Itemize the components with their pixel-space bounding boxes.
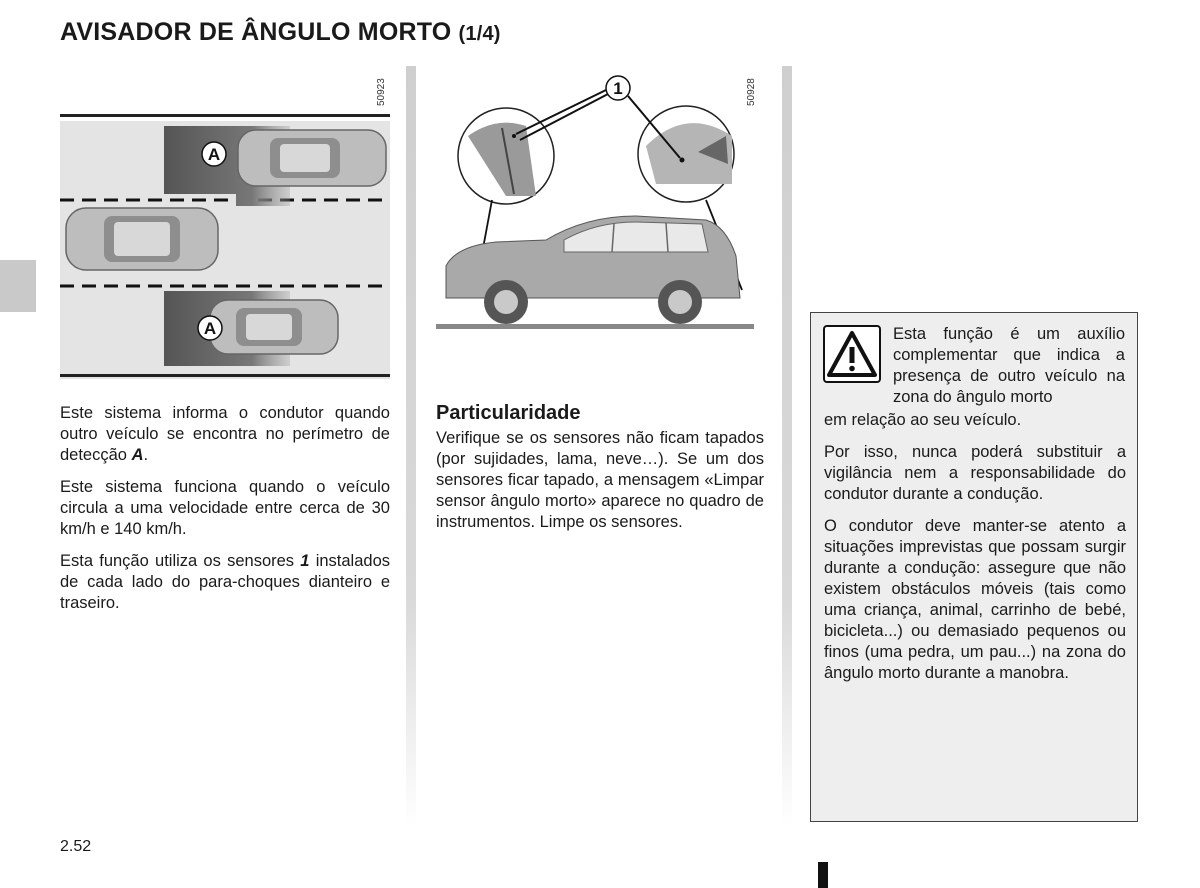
paragraph-detection-perimeter: Este sistema informa o condutor quando outro veículo se encontra no perímetro de detecção A. — [60, 404, 390, 464]
column-divider-right — [782, 66, 792, 826]
left-column-text — [60, 403, 390, 625]
warning-triangle-icon — [823, 325, 881, 383]
page-title — [60, 18, 501, 47]
blind-spot-diagram — [60, 66, 392, 382]
zone-label-a-top: A — [207, 145, 221, 164]
column-divider-left — [406, 66, 416, 826]
warning-body — [824, 410, 1126, 695]
sensor-location-illustration — [436, 66, 762, 336]
warning-intro: Esta função é um auxílio complementar que indica a presença de outro veículo na zona do ângulo morto — [893, 325, 1125, 406]
figure-code-50928: 50928 — [746, 78, 757, 106]
zone-label-a-bottom: A — [203, 319, 217, 338]
paragraph-sensors: Esta função utiliza os sensores 1 instalados de cada lado do para-choques dianteiro e traseiro. — [60, 552, 390, 612]
page-title-text: AVISADOR DE ÂNGULO MORTO — [60, 18, 452, 46]
print-crop-mark — [818, 862, 828, 888]
paragraph-sensor-cleaning: Verifique se os sensores não ficam tapados (por sujidades, lama, neve…). Se um dos sensores ficar tapado, a mensagem «Limpar sensor ângulo morto» aparece no quadro de instrumentos. Limpe os sensores. — [436, 429, 764, 531]
sensor-reference-1: 1 — [300, 552, 310, 570]
sensor-location-diagram — [436, 66, 762, 336]
warning-box — [810, 312, 1138, 822]
section-heading-particularidade: Particularidade — [436, 402, 581, 424]
page-number: 2.52 — [60, 838, 92, 855]
warning-intro-continued: em relação ao seu veículo. — [824, 411, 1022, 429]
blind-spot-illustration — [60, 66, 392, 382]
paragraph-speed-range: Este sistema funciona quando o veículo circula a uma velocidade entre cerca de 30 km/h e 140 km/h. — [60, 478, 390, 538]
zone-reference-a: A — [131, 446, 144, 464]
warning-responsibility: Por isso, nunca poderá substituir a vigilância nem a responsabilidade do condutor durante a condução. — [824, 443, 1126, 503]
chapter-tab — [0, 260, 36, 312]
page-part-indicator: (1/4) — [458, 23, 501, 45]
callout-label-1: 1 — [613, 79, 623, 98]
figure-code-50923: 50923 — [376, 78, 387, 106]
warning-attention: O condutor deve manter-se atento a situações imprevistas que possam surgir durante a condução: assegure que não existem obstáculos móveis (tais como uma criança, animal, carrinho de bebé, bicicleta...) ou demasiado pequenos ou finos (uma pedra, um pau...) na zona do ângulo morto durante a manobra. — [824, 517, 1126, 682]
middle-column-text — [436, 428, 764, 544]
